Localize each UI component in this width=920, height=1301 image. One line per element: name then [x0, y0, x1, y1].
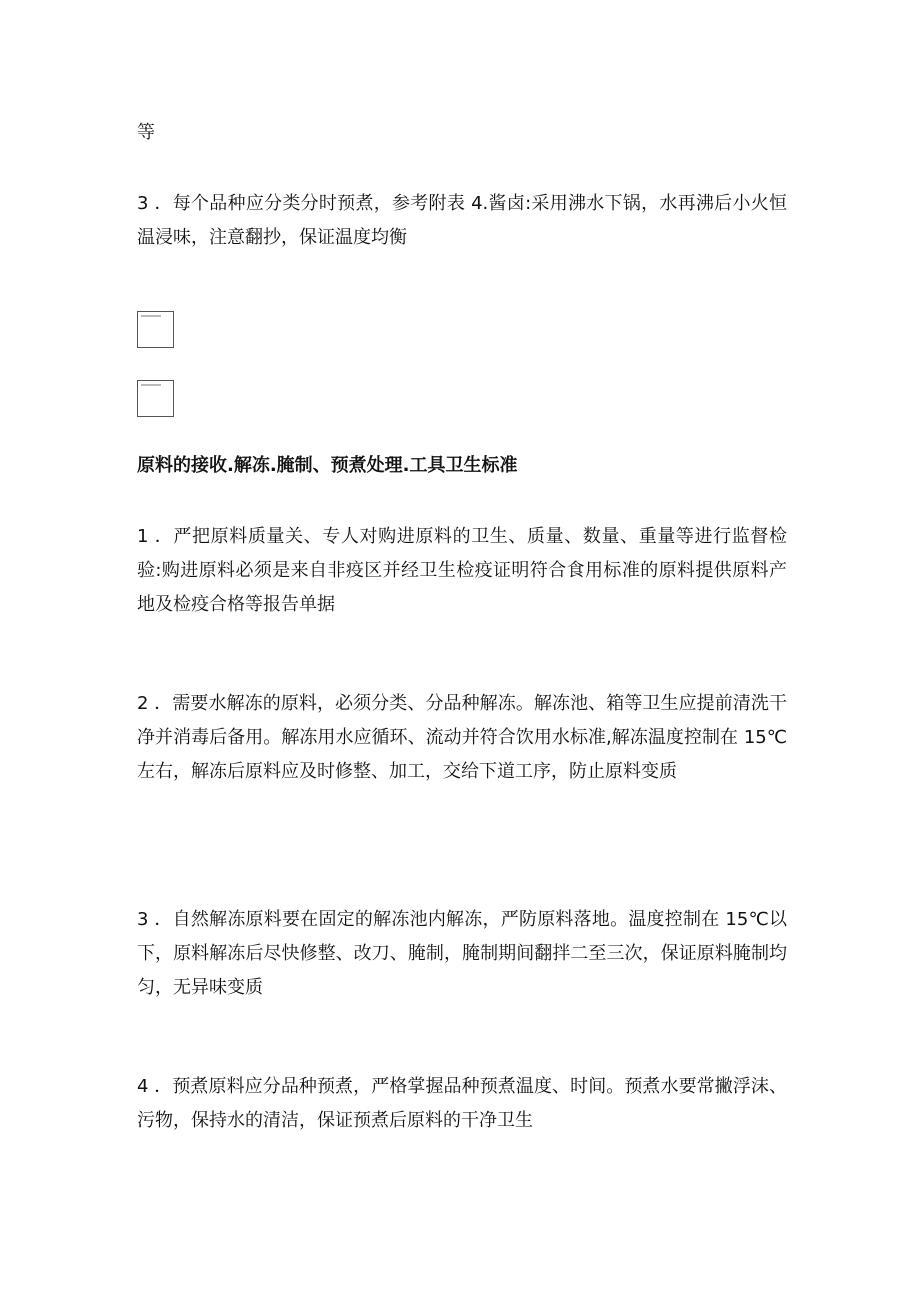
paragraph-item-1: 1 ．严把原料质量关、专人对购进原料的卫生、质量、数量、重量等进行监督检验:购进原料必须是来自非疫区并经卫生检疫证明符合食用标准的原料提供原料产地及检疫合格等报告单据 [137, 526, 787, 615]
paragraph-item-3: 3 ．自然解冻原料要在固定的解冻池内解冻，严防原料落地。温度控制在 15℃以下，原料解冻后尽快修整、改刀、腌制，腌制期间翻拌二至三次，保证原料腌制均匀，无异味变质 [137, 909, 787, 998]
paragraph-item-4: 4 ．预煮原料应分品种预煮，严格掌握品种预煮温度、时间。预煮水要常撇浮沫、污物，保持水的清洁，保证预煮后原料的干净卫生 [137, 1076, 787, 1131]
broken-image-icon [137, 311, 174, 348]
broken-image-icon [137, 380, 174, 417]
section-heading: 原料的接收.解冻.腌制、预煮处理.工具卫生标准 [137, 455, 518, 476]
fragment-text: 等 [137, 122, 155, 143]
paragraph-item-3-prep: 3 ．每个品种应分类分时预煮，参考附表 4.酱卤:采用沸水下锅，水再沸后小火恒温浸味，注意翻抄，保证温度均衡 [137, 193, 787, 248]
paragraph-item-2: 2 ．需要水解冻的原料，必须分类、分品种解冻。解冻池、箱等卫生应提前清洗干净并消毒后备用。解冻用水应循环、流动并符合饮用水标准,解冻温度控制在 15℃左右，解冻后原料应及时修整、加工，交给下道工序，防止原料变质 [137, 693, 787, 782]
